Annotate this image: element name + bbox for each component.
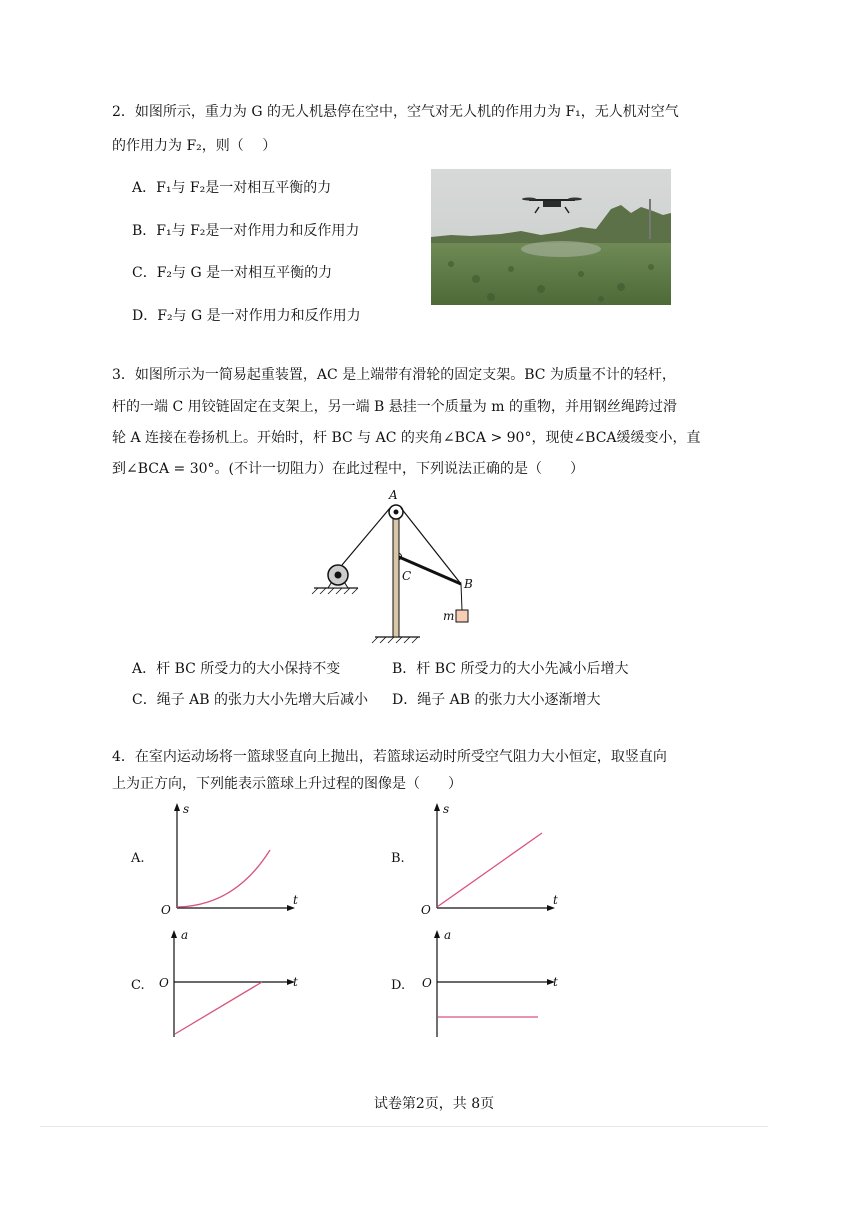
- graph-a-letter: A.: [131, 851, 145, 866]
- graph-c: [125, 925, 310, 1040]
- graph-b-y-label: s: [443, 802, 450, 816]
- graph-c-origin: O: [159, 976, 169, 990]
- q3-stem-line3: 轮 A 连接在卷扬机上。开始时，杆 BC 与 AC 的夹角∠BCA > 90°，现使∠BCA缓缓变小，直: [112, 430, 701, 446]
- q4-stem-line1: 4．在室内运动场将一篮球竖直向上抛出，若篮球运动时所受空气阻力大小恒定，取竖直向: [112, 749, 667, 765]
- graph-b-line: [437, 833, 542, 907]
- graph-a-y-label: s: [183, 802, 190, 816]
- graph-a: [125, 800, 310, 922]
- q2-number: 2．: [112, 104, 135, 120]
- graph-d: [385, 925, 570, 1040]
- q2-stem-line1: [112, 102, 679, 122]
- graph-c-line: [175, 982, 262, 1034]
- label-m: m: [443, 609, 455, 623]
- q3-option-c: C．绳子 AB 的张力大小先增大后减小: [132, 692, 369, 708]
- q2-option-d: D．F₂与 G 是一对作用力和反作用力: [132, 308, 361, 324]
- graph-d-y-label: a: [444, 928, 452, 942]
- footer-divider: [40, 1126, 768, 1127]
- page-footer: 试卷第2页，共 8页: [373, 1096, 495, 1112]
- q2-option-a: A．F₁与 F₂是一对相互平衡的力: [132, 180, 332, 196]
- graph-c-x-label: t: [293, 975, 298, 989]
- graph-c-y-label: a: [181, 928, 189, 942]
- graph-d-origin: O: [422, 976, 432, 990]
- graph-a-curve: [177, 850, 270, 907]
- graph-a-origin: O: [161, 903, 171, 917]
- q3-stem-line2: 杆的一端 C 用铰链固定在支架上，另一端 B 悬挂一个质量为 m 的重物，并用钢丝绳跨过滑: [112, 399, 677, 415]
- graph-c-letter: C.: [131, 978, 145, 993]
- graph-b: [385, 800, 570, 922]
- q2-option-b: B．F₁与 F₂是一对作用力和反作用力: [132, 223, 360, 239]
- graph-d-x-label: t: [553, 975, 558, 989]
- graph-b-x-label: t: [553, 893, 558, 907]
- q3-number: 3．: [112, 367, 135, 383]
- q3-option-a: A．杆 BC 所受力的大小保持不变: [132, 661, 341, 677]
- graph-d-letter: D.: [391, 978, 406, 993]
- graph-b-origin: O: [421, 903, 431, 917]
- q3-option-d: D．绳子 AB 的张力大小逐渐增大: [392, 692, 601, 708]
- q3-stem-line4: 到∠BCA = 30°。(不计一切阻力）在此过程中，下列说法正确的是（ ）: [112, 461, 585, 477]
- drone-photo: [431, 169, 671, 305]
- label-b: B: [464, 577, 473, 591]
- label-a: A: [389, 488, 398, 502]
- q4-number: 4．: [112, 749, 135, 765]
- q3-stem-line1: 3．如图所示为一简易起重装置，AC 是上端带有滑轮的固定支架。BC 为质量不计的轻杆，: [112, 367, 676, 383]
- crane-figure: [300, 485, 500, 645]
- label-c: C: [402, 569, 412, 583]
- graph-b-letter: B.: [391, 851, 405, 866]
- q2-option-c: C．F₂与 G 是一对相互平衡的力: [132, 265, 333, 281]
- q4-stem-line2: 上为正方向，下列能表示篮球上升过程的图像是（ ）: [112, 776, 462, 792]
- q3-option-b: B．杆 BC 所受力的大小先减小后增大: [392, 661, 629, 677]
- graph-a-x-label: t: [293, 893, 298, 907]
- q2-stem-line2: 的作用力为 F₂，则（ ）: [112, 138, 277, 154]
- q2-stem-text-1: 如图所示，重力为 G 的无人机悬停在空中，空气对无人机的作用力为 F₁，无人机对空气: [134, 104, 679, 120]
